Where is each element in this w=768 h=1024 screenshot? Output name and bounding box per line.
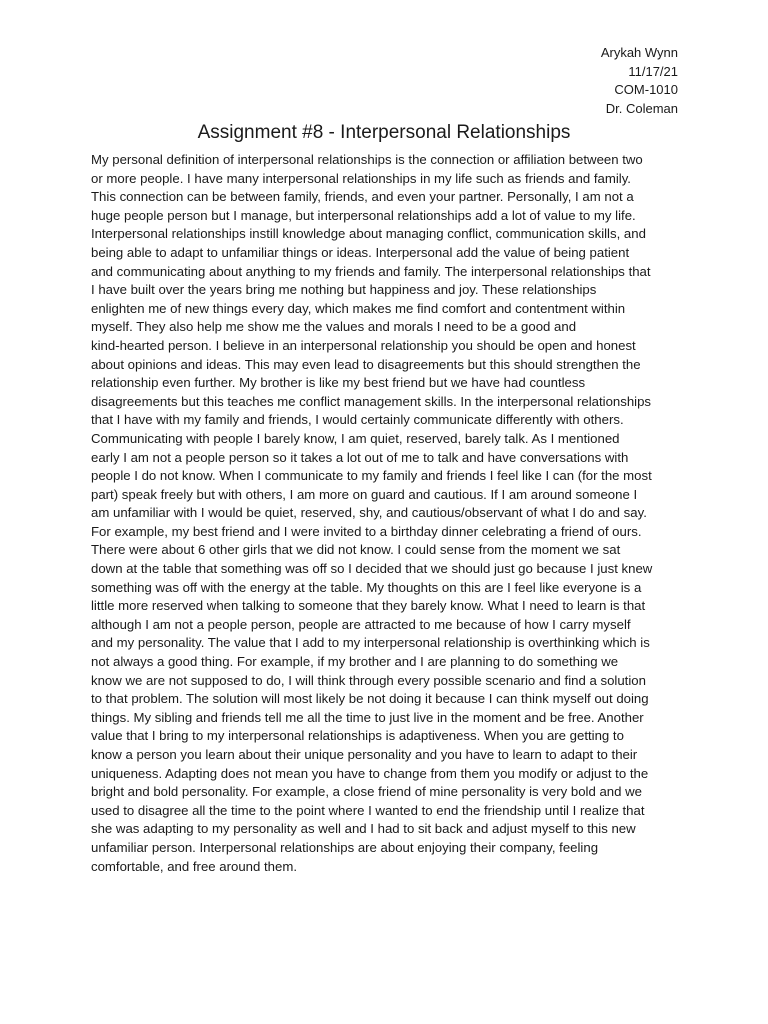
essay-line: Communicating with people I barely know, I am quiet, reserved, barely talk. As I mentioned	[91, 430, 620, 446]
essay-line: although I am not a people person, people are attracted to me because of how I carry myself	[91, 616, 631, 632]
essay-line: and my personality. The value that I add to my interpersonal relationship is overthinking which is	[91, 635, 650, 651]
essay-line: that I have with my family and friends, I would certainly communicate differently with others.	[91, 412, 624, 428]
author-heading	[601, 44, 678, 119]
essay-line: value that I bring to my interpersonal relationships is adaptiveness. When you are getting to	[91, 728, 624, 744]
instructor-name: Dr. Coleman	[605, 101, 678, 117]
essay-line: used to disagree all the time to the point where I wanted to end the friendship until I realize that	[91, 802, 645, 818]
essay-line: uniqueness. Adapting does not mean you have to change from them you modify or adjust to the	[91, 765, 649, 781]
author-name: Arykah Wynn	[600, 45, 678, 60]
course-code: COM-1010	[614, 82, 678, 98]
essay-line: she was adapting to my personality as well and I had to sit back and adjust myself to this new	[91, 821, 636, 837]
essay-line: comfortable, and free around them.	[91, 858, 297, 874]
essay-line: For example, my best friend and I were invited to a birthday dinner celebrating a friend of ours.	[91, 523, 642, 539]
essay-line: and communicating about anything to my friends and family. The interpersonal relationships that	[91, 263, 651, 279]
essay-line: early I am not a people person so it takes a lot out of me to talk and have conversations with	[91, 449, 629, 465]
essay-line: being able to adapt to unfamiliar things or ideas. Interpersonal add the value of being patient	[91, 244, 630, 260]
essay-line: enlighten me of new things every day, which makes me find comfort and contentment within	[91, 300, 626, 316]
essay-line: part) speak freely but with others, I am more on guard and cautious. If I am around someone I	[91, 486, 638, 502]
submission-date: 11/17/21	[628, 63, 678, 79]
document-title: Assignment #8 - Interpersonal Relationships	[197, 122, 571, 143]
essay-line: Interpersonal relationships instill knowledge about managing conflict, communication skills, and	[91, 226, 646, 242]
essay-line: things. My sibling and friends tell me all the time to just live in the moment and be free. Another	[91, 709, 644, 725]
essay-line: am unfamiliar with I would be quiet, reserved, shy, and cautious/observant of what I do and say.	[91, 505, 647, 521]
essay-body	[91, 151, 683, 876]
essay-line: myself. They also help me show me the values and morals I need to be a good and	[91, 319, 577, 335]
essay-line: or more people. I have many interpersonal relationships in my life such as friends and family.	[91, 170, 631, 186]
essay-line: to that problem. The solution will most likely be not doing it because I can think myself out doing	[91, 691, 649, 707]
essay-line: I have built over the years bring me nothing but happiness and joy. These relationships	[91, 282, 597, 298]
essay-line: huge people person but I manage, but interpersonal relationships add a lot of value to my life.	[91, 207, 636, 223]
essay-line: something was off with the energy at the table. My thoughts on this are I feel like everyone is a	[91, 579, 642, 595]
essay-line: down at the table that something was off so I decided that we should just go because I just knew	[91, 561, 653, 577]
essay-line: about opinions and ideas. This may even lead to disagreements but this should strengthen the	[91, 356, 641, 372]
essay-line: bright and bold personality. For example, a close friend of mine personality is very bold and we	[91, 784, 642, 800]
essay-line: disagreements but this teaches me conflict management skills. In the interpersonal relationships	[91, 393, 652, 409]
essay-line: know a person you learn about their unique personality and you have to learn to adapt to their	[91, 747, 638, 762]
essay-line: unfamiliar person. Interpersonal relationships are about enjoying their company, feeling	[91, 839, 599, 855]
essay-line: This connection can be between family, friends, and even your partner. Personally, I am not a	[91, 189, 634, 205]
essay-line: My personal definition of interpersonal relationships is the connection or affiliation between two	[91, 152, 643, 167]
essay-line: know we are not supposed to do, I will think through every possible scenario and find a solution	[91, 672, 646, 688]
essay-line: kind-hearted person. I believe in an interpersonal relationship you should be open and honest	[91, 337, 636, 353]
essay-line: There were about 6 other girls that we did not know. I could sense from the moment we sat	[91, 542, 621, 558]
essay-line: relationship even further. My brother is like my best friend but we have had countless	[91, 375, 586, 391]
essay-line: little more reserved when talking to someone that they barely know. What I need to learn is that	[91, 598, 646, 614]
essay-line: not always a good thing. For example, if my brother and I are planning to do something we	[91, 654, 619, 670]
essay-line: people I do not know. When I communicate to my family and friends I feel like I can (for the most	[91, 468, 652, 484]
